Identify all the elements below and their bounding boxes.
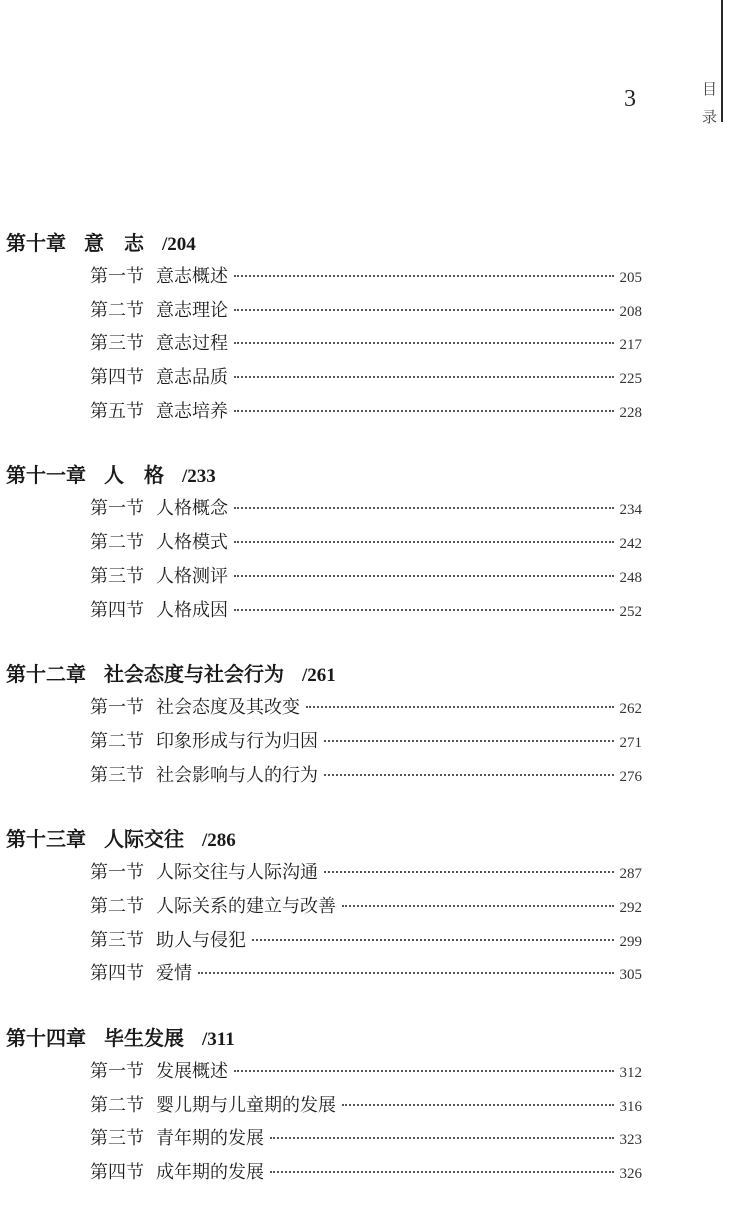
toc-entry[interactable] (90, 924, 642, 958)
section-page-number: 276 (619, 768, 642, 785)
section-page-number: 242 (619, 536, 642, 553)
chapter-title[interactable] (6, 458, 646, 492)
chapter-block (6, 657, 646, 792)
toc-entry[interactable] (90, 957, 642, 991)
section-label: 第二节 (90, 895, 144, 917)
dot-leader (234, 275, 614, 277)
dot-leader (342, 905, 614, 907)
section-title: 人格模式 (156, 532, 228, 554)
toc-entry[interactable] (90, 890, 642, 924)
section-page-number: 252 (619, 603, 642, 620)
chapter-label: 第十一章 (6, 463, 86, 488)
section-label: 第一节 (90, 498, 144, 520)
section-label: 第四节 (90, 963, 144, 985)
toc-entry[interactable] (90, 594, 642, 628)
running-header-char-1: 目 (702, 80, 718, 98)
section-title: 社会影响与人的行为 (156, 764, 318, 786)
section-page-number: 292 (619, 899, 642, 916)
section-title: 人格测评 (156, 565, 228, 587)
chapter-page: /286 (202, 830, 236, 852)
toc-entry[interactable] (90, 492, 642, 526)
section-title: 意志概述 (156, 266, 228, 287)
chapter-block (6, 1021, 646, 1190)
toc-entry[interactable] (90, 294, 642, 328)
section-label: 第三节 (90, 764, 144, 786)
dot-leader (234, 410, 614, 412)
section-label: 第一节 (90, 266, 144, 287)
chapter-name: 毕生发展 (104, 1026, 184, 1050)
chapter-title[interactable] (6, 1021, 646, 1055)
section-title: 人际关系的建立与改善 (156, 895, 336, 917)
dot-leader (234, 541, 614, 543)
toc-entry[interactable] (90, 759, 642, 793)
section-page-number: 248 (619, 569, 642, 586)
section-label: 第三节 (90, 1128, 144, 1150)
section-label: 第二节 (90, 1094, 144, 1116)
section-title: 发展概述 (156, 1061, 228, 1082)
dot-leader (324, 774, 614, 776)
section-title: 婴儿期与儿童期的发展 (156, 1094, 336, 1116)
dot-leader (234, 507, 614, 509)
section-page-number: 225 (619, 371, 642, 388)
dot-leader (198, 972, 614, 974)
chapter-name: 人 格 (104, 463, 164, 488)
toc-entry[interactable] (90, 1122, 642, 1156)
dot-leader (270, 1171, 614, 1173)
section-title: 意志过程 (156, 333, 228, 355)
section-page-number: 299 (619, 933, 642, 950)
section-label: 第四节 (90, 599, 144, 621)
dot-leader (306, 706, 614, 708)
dot-leader (234, 609, 614, 611)
dot-leader (234, 1070, 614, 1072)
dot-leader (324, 740, 614, 742)
toc-entry[interactable] (90, 327, 642, 361)
dot-leader (234, 575, 614, 577)
toc-entry[interactable] (90, 856, 642, 890)
section-page-number: 271 (619, 734, 642, 751)
section-page-number: 312 (619, 1065, 642, 1081)
section-title: 意志品质 (156, 367, 228, 389)
section-label: 第三节 (90, 929, 144, 951)
section-page-number: 305 (619, 967, 642, 984)
chapter-label: 第十三章 (6, 827, 86, 852)
chapter-name: 意 志 (84, 231, 144, 255)
section-title: 人格概念 (156, 498, 228, 520)
margin-rule (721, 0, 723, 122)
chapter-name: 人际交往 (104, 827, 184, 852)
toc-entry[interactable] (90, 1089, 642, 1123)
dot-leader (234, 309, 614, 311)
section-label: 第一节 (90, 862, 144, 884)
chapter-page: /204 (162, 234, 196, 255)
section-label: 第四节 (90, 1162, 144, 1184)
section-label: 第一节 (90, 1061, 144, 1082)
section-label: 第三节 (90, 565, 144, 587)
section-title: 印象形成与行为归因 (156, 730, 318, 752)
chapter-page: /261 (302, 665, 336, 687)
toc-entry[interactable] (90, 260, 642, 294)
section-label: 第三节 (90, 333, 144, 355)
toc-entry[interactable] (90, 1055, 642, 1089)
dot-leader (234, 342, 614, 344)
section-label: 第五节 (90, 400, 144, 422)
chapter-label: 第十二章 (6, 662, 86, 687)
section-page-number: 205 (619, 270, 642, 286)
section-title: 社会态度及其改变 (156, 697, 300, 719)
chapter-name: 社会态度与社会行为 (104, 662, 284, 687)
dot-leader (324, 871, 614, 873)
page-number: 3 (624, 86, 636, 112)
table-of-contents (6, 226, 646, 1220)
section-label: 第二节 (90, 730, 144, 752)
section-title: 意志理论 (156, 299, 228, 321)
section-title: 人格成因 (156, 599, 228, 621)
section-page-number: 208 (619, 303, 642, 320)
chapter-page: /233 (182, 466, 216, 488)
toc-entry[interactable] (90, 526, 642, 560)
running-header-char-2: 录 (702, 108, 718, 126)
toc-entry[interactable] (90, 395, 642, 429)
dot-leader (342, 1104, 614, 1106)
chapter-block (6, 822, 646, 991)
section-page-number: 234 (619, 502, 642, 519)
chapter-title[interactable] (6, 822, 646, 856)
dot-leader (252, 939, 614, 941)
toc-entry[interactable] (90, 725, 642, 759)
toc-entry[interactable] (90, 361, 642, 395)
section-title: 意志培养 (156, 400, 228, 422)
toc-entry[interactable] (90, 691, 642, 725)
chapter-page: /311 (202, 1029, 235, 1050)
section-label: 第四节 (90, 367, 144, 389)
chapter-label: 第十章 (6, 231, 66, 255)
section-title: 助人与侵犯 (156, 929, 246, 951)
chapter-title[interactable] (6, 657, 646, 691)
section-title: 青年期的发展 (156, 1128, 264, 1150)
chapter-label: 第十四章 (6, 1026, 86, 1050)
section-title: 人际交往与人际沟通 (156, 862, 318, 884)
section-page-number: 287 (619, 866, 642, 883)
chapter-block (6, 226, 646, 428)
dot-leader (270, 1137, 614, 1139)
section-label: 第二节 (90, 532, 144, 554)
chapter-title[interactable] (6, 226, 646, 260)
section-page-number: 326 (619, 1166, 642, 1183)
section-title: 成年期的发展 (156, 1162, 264, 1184)
section-label: 第一节 (90, 697, 144, 719)
section-page-number: 228 (619, 404, 642, 421)
dot-leader (234, 376, 614, 378)
section-label: 第二节 (90, 299, 144, 321)
section-page-number: 217 (619, 337, 642, 354)
toc-entry[interactable] (90, 560, 642, 594)
section-page-number: 323 (619, 1132, 642, 1149)
section-page-number: 262 (619, 701, 642, 718)
toc-entry[interactable] (90, 1156, 642, 1190)
section-page-number: 316 (619, 1098, 642, 1115)
chapter-block (6, 458, 646, 627)
section-title: 爱情 (156, 963, 192, 985)
